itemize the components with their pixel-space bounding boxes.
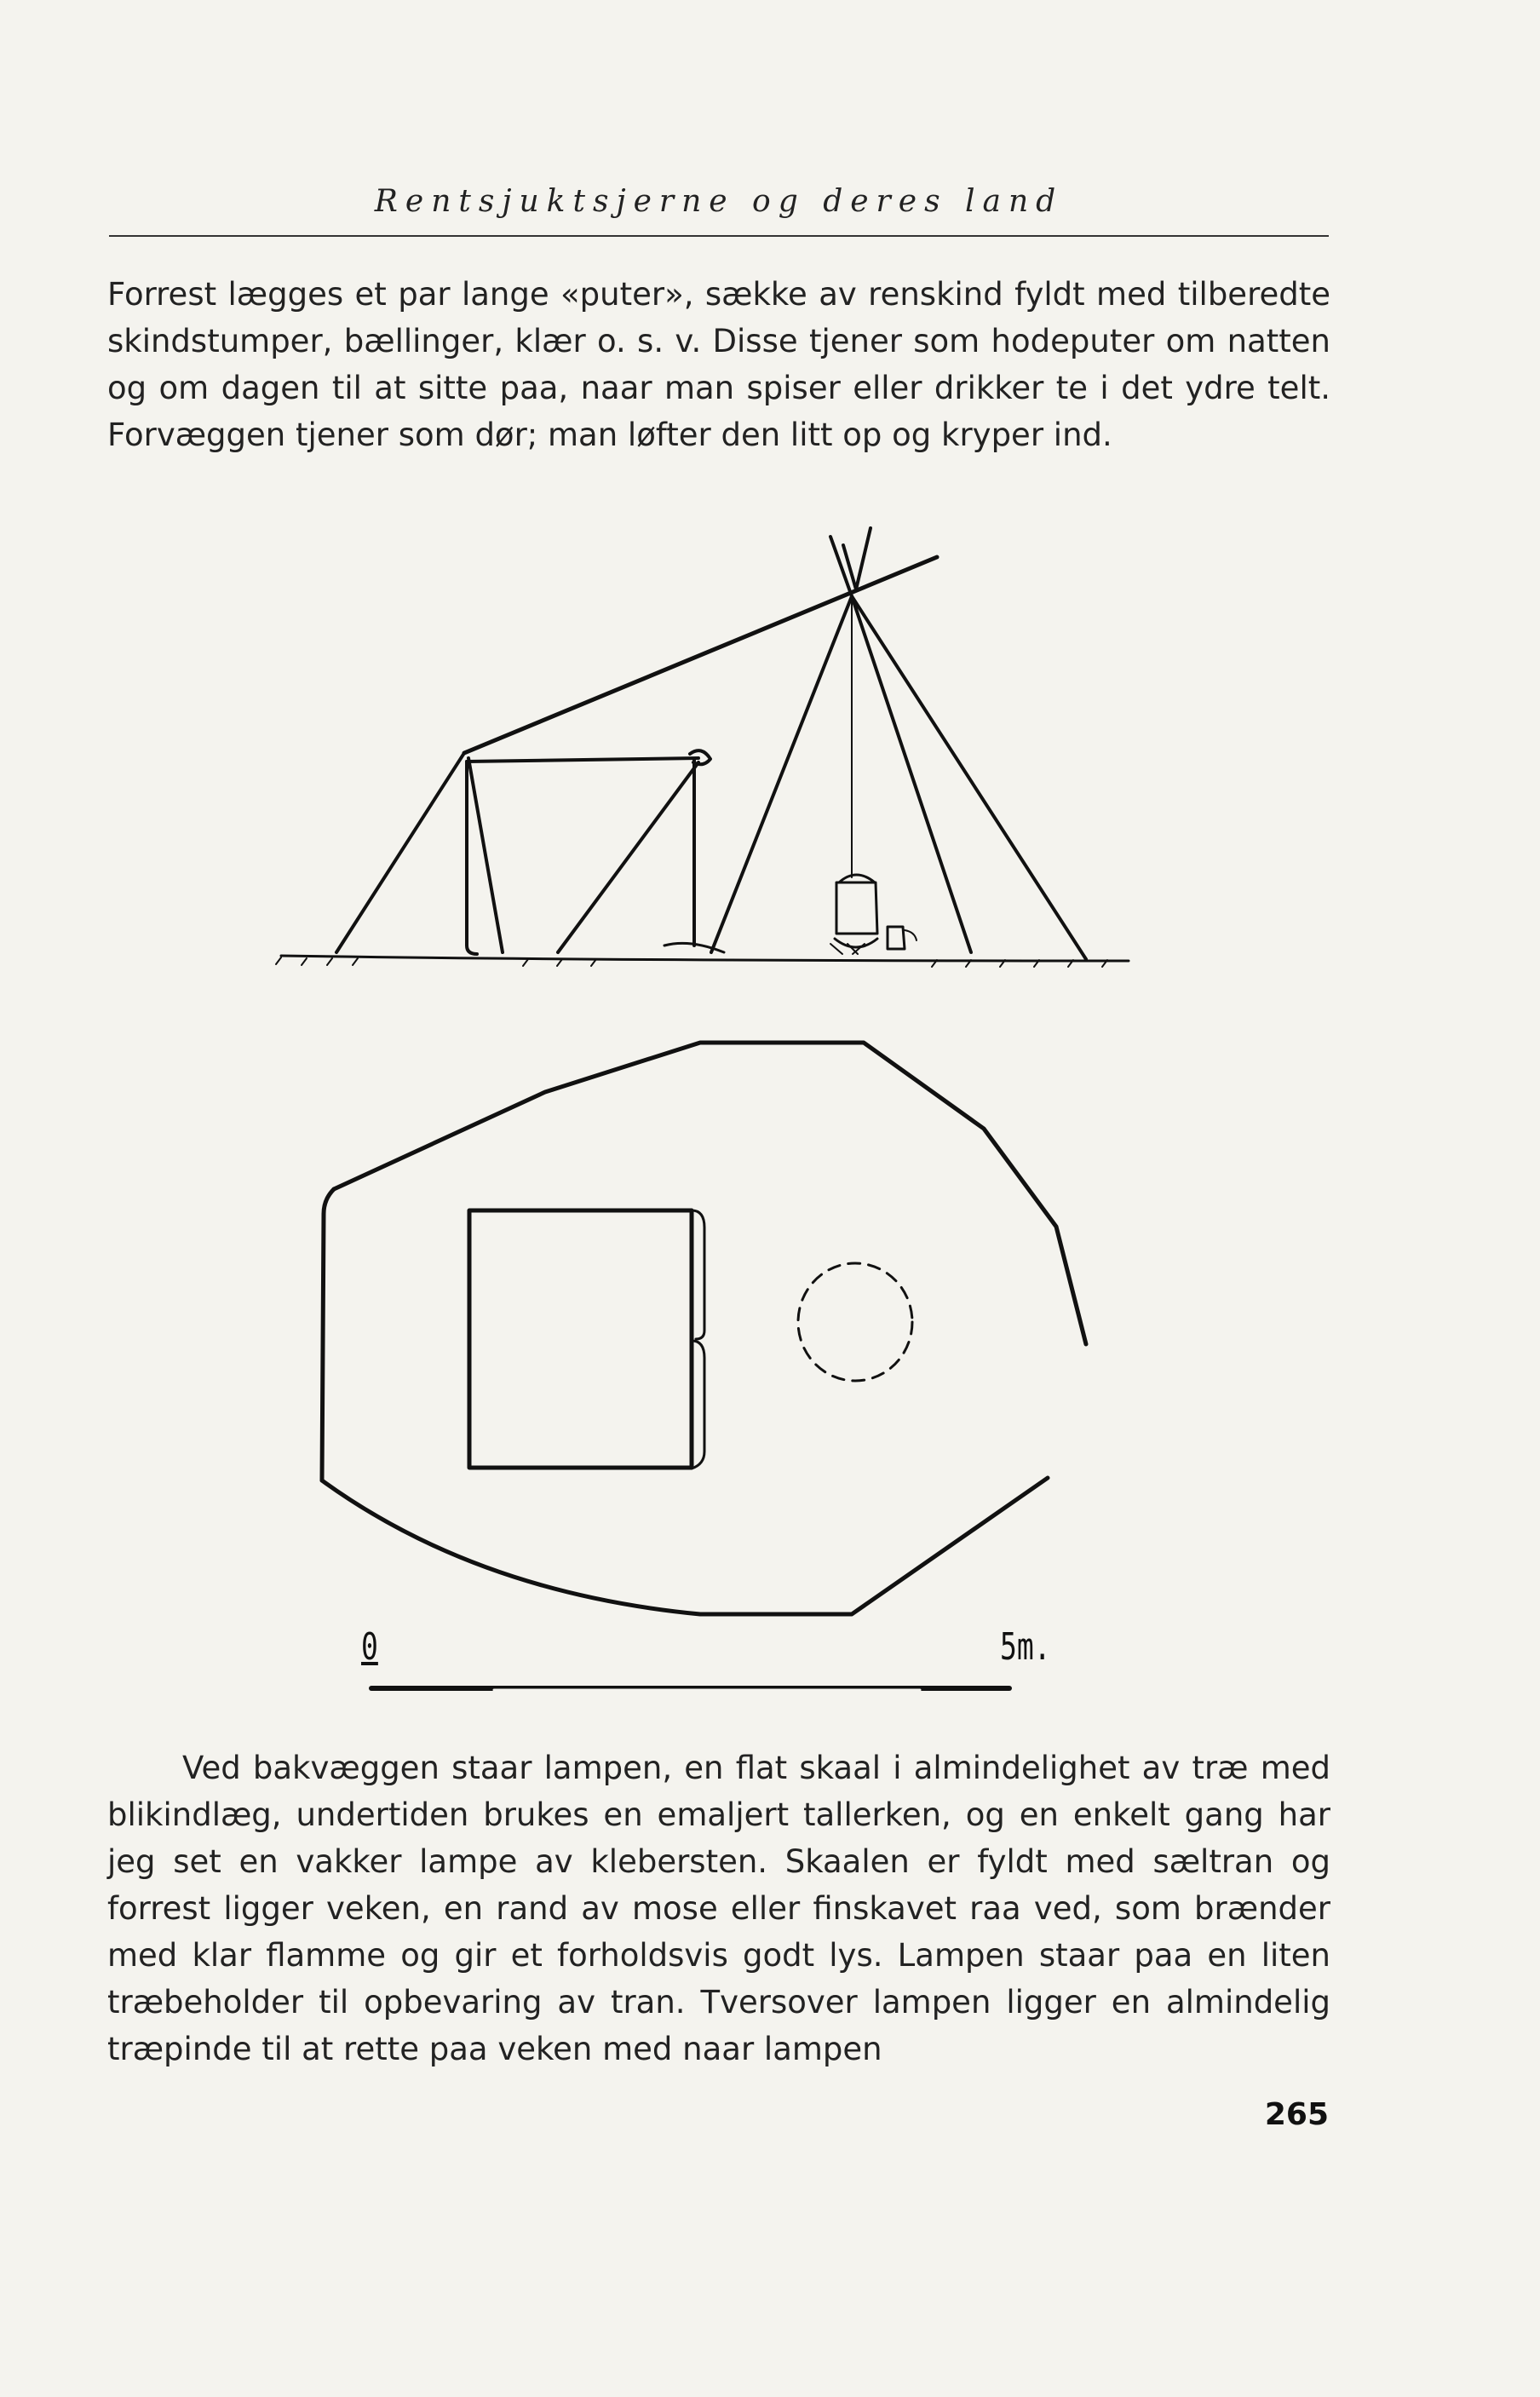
paragraph-intro: Forrest lægges et par lange «puter», sække av renskind fyldt med tilberedte skindstumper, bællinger, klær o. s. v. Disse tjener som hodeputer om natten og om dagen til at sitte paa, naar man spiser eller drikker te i det ydre telt. Forvæggen tjener som dør; man løfter den litt op og kryper ind.	[107, 276, 1330, 453]
paragraph-lamp: Ved bakvæggen staar lampen, en flat skaal i almindelighet av træ med blikindlæg, undertiden brukes en emaljert tallerken, og en enkelt gang har jeg set en vakker lampe av klebersten. Skaalen er fyldt med sæltran og forrest ligger veken, en rand av mose eller finskavet raa ved, som brænder med klar flamme og gir et forholdsvis godt lys. Lampen staar paa en liten træbeholder til opbevaring av tran. Tversover lampen ligger en almindelig træpinde til at rette paa veken med naar lampen	[107, 1750, 1330, 2067]
running-head: Rentsjuktsjerne og deres land	[374, 184, 1064, 219]
page-number: 265	[1264, 2097, 1329, 2132]
scale-end-label: 5m.	[1000, 1625, 1051, 1669]
scale-bar	[371, 1688, 1009, 1690]
tent-plan-drawing	[322, 1043, 1086, 1614]
tent-elevation-drawing	[276, 528, 1129, 967]
scale-start-label: 0	[361, 1625, 378, 1669]
